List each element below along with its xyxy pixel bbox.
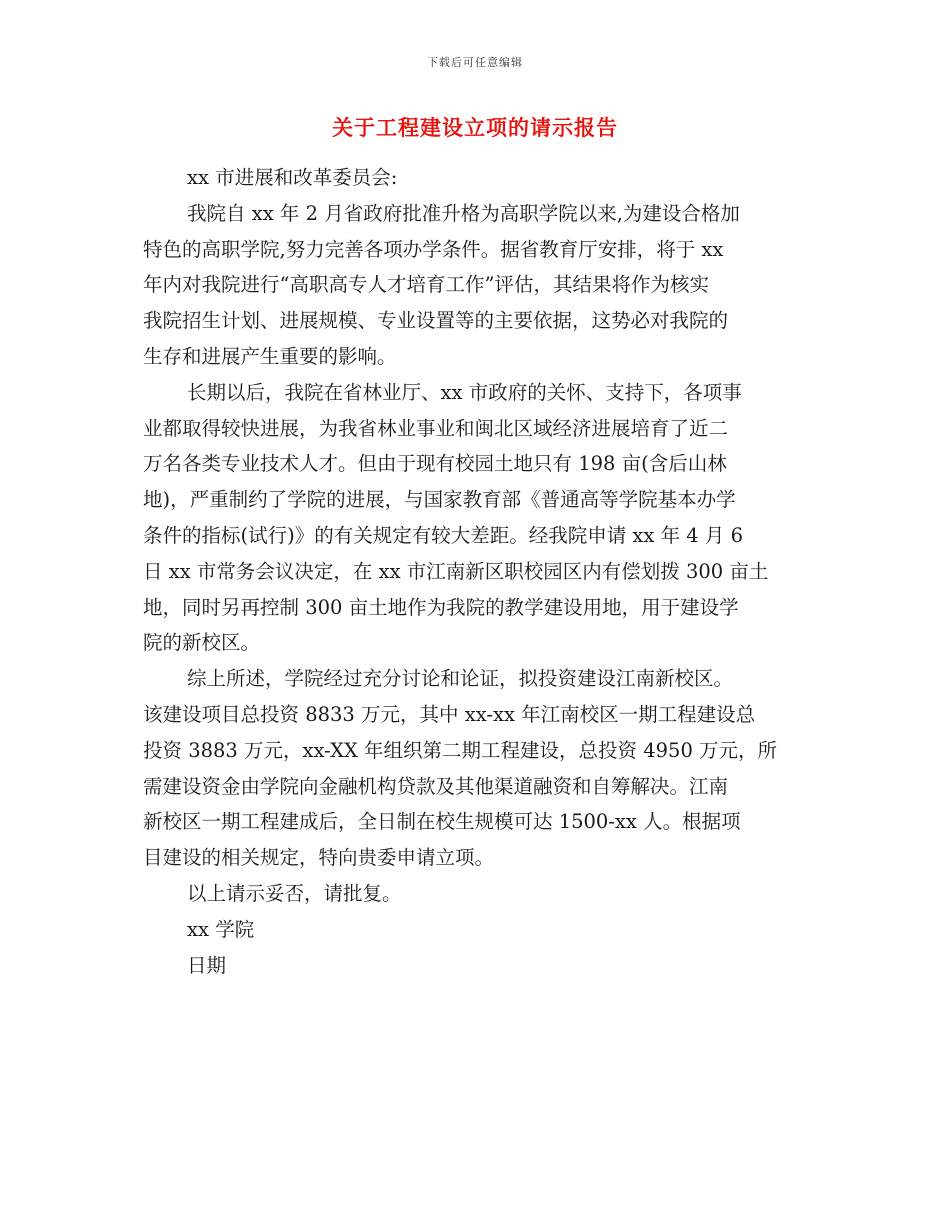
paragraph-line: 长期以后，我院在省林业厅、xx 市政府的关怀、支持下，各项事 xyxy=(187,380,742,404)
paragraph-line: 新校区一期工程建成后，全日制在校生规模可达 1500-xx 人。根据项 xyxy=(143,810,741,834)
document-title: 关于工程建设立项的请示报告 xyxy=(332,115,618,140)
paragraph-line: 地)，严重制约了学院的进展，与国家教育部《普通高等学院基本办学 xyxy=(143,488,736,512)
paragraph-1 xyxy=(143,196,805,375)
paragraph-line: 年内对我院进行“高职高专人才培育工作”评估，其结果将作为核实 xyxy=(143,273,709,297)
paragraph-line: 特色的高职学院,努力完善各项办学条件。据省教育厅安排，将于 xx xyxy=(143,237,724,261)
addressee: xx 市进展和改革委员会: xyxy=(187,166,398,189)
document-body xyxy=(143,160,805,983)
paragraph-line: 生存和进展产生重要的影响。 xyxy=(143,344,397,368)
paragraph-line: 投资 3883 万元，xx-XX 年组织第二期工程建设，总投资 4950 万元，所 xyxy=(143,738,778,762)
paragraph-line: 我院自 xx 年 2 月省政府批准升格为高职学院以来,为建设合格加 xyxy=(187,201,740,225)
paragraph-2 xyxy=(143,375,805,661)
paragraph-line: 院的新校区。 xyxy=(143,631,261,655)
paragraph-line: 万名各类专业技术人才。但由于现有校园土地只有 198 亩(含后山林 xyxy=(143,452,727,476)
paragraph-3 xyxy=(143,661,805,876)
paragraph-line: 地，同时另再控制 300 亩土地作为我院的教学建设用地，用于建设学 xyxy=(143,595,739,619)
paragraph-line: 目建设的相关规定，特向贵委申请立项。 xyxy=(143,846,495,870)
paragraph-line: 日 xx 市常务会议决定，在 xx 市江南新区职校园区内有偿划拨 300 亩土 xyxy=(143,559,769,583)
signature: xx 学院 xyxy=(187,917,255,941)
paragraph-line: 我院招生计划、进展规模、专业设置等的主要依据，这势必对我院的 xyxy=(143,309,729,333)
paragraph-line: 需建设资金由学院向金融机构贷款及其他渠道融资和自筹解决。江南 xyxy=(143,774,729,798)
closing-line: 以上请示妥否，请批复。 xyxy=(187,881,402,905)
date-label: 日期 xyxy=(187,953,227,977)
header-note: 下载后可任意编辑 xyxy=(427,56,523,69)
paragraph-line: 条件的指标(试行)》的有关规定有较大差距。经我院申请 xx 年 4 月 6 xyxy=(143,523,744,547)
paragraph-line: 综上所述，学院经过充分讨论和论证，拟投资建设江南新校区。 xyxy=(187,667,734,691)
paragraph-line: 该建设项目总投资 8833 万元，其中 xx-xx 年江南校区一期工程建设总 xyxy=(143,702,756,726)
paragraph-line: 业都取得较快进展，为我省林业事业和闽北区域经济进展培育了近二 xyxy=(143,416,729,440)
